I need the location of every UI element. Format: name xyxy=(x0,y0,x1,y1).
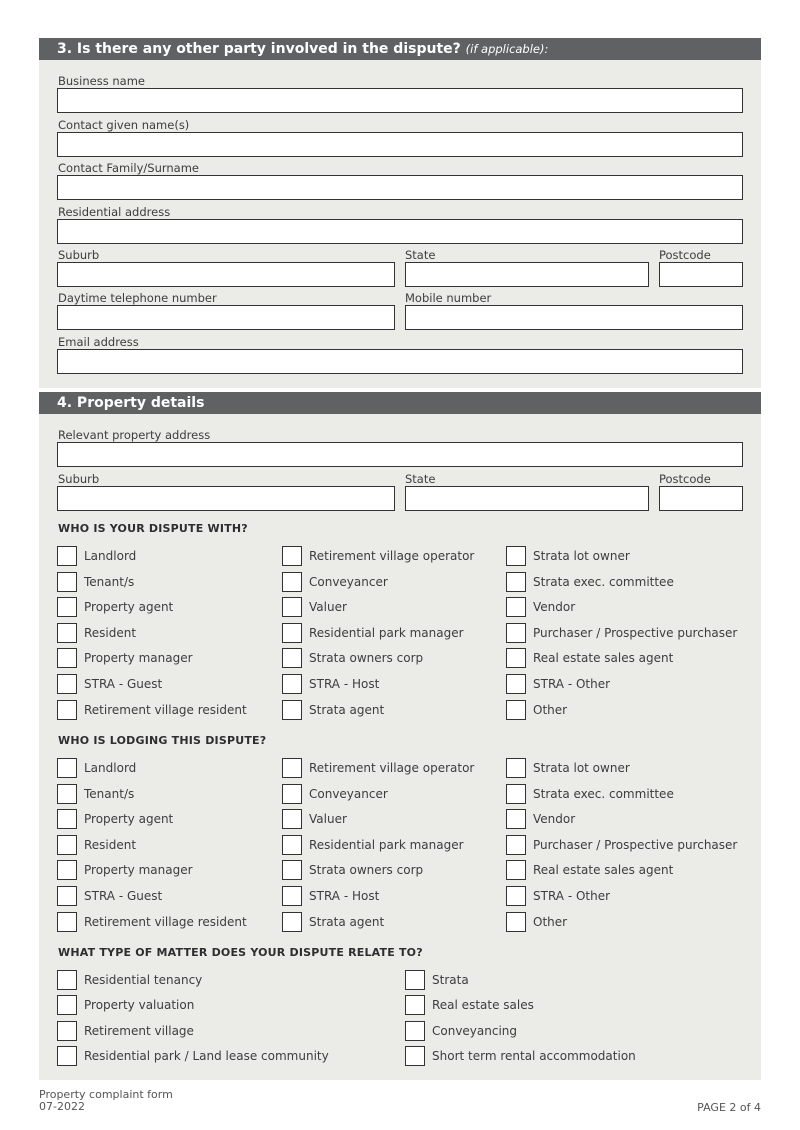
checkbox[interactable] xyxy=(282,912,302,932)
checkbox[interactable] xyxy=(57,758,77,778)
checkbox-label: Tenant/s xyxy=(84,574,135,589)
daytime-phone-field[interactable] xyxy=(57,305,395,330)
checkbox[interactable] xyxy=(57,572,77,592)
property-address-field[interactable] xyxy=(57,442,743,467)
checkbox[interactable] xyxy=(282,572,302,592)
business-name-label: Business name xyxy=(58,74,145,88)
checkbox-label: Conveyancer xyxy=(309,786,388,801)
checkbox-label: Conveyancing xyxy=(432,1023,518,1038)
residential-address-label: Residential address xyxy=(58,205,171,219)
checkbox-label: Strata lot owner xyxy=(533,549,630,563)
checkbox[interactable] xyxy=(506,648,526,668)
checkbox-label: Strata owners corp xyxy=(309,863,424,878)
checkbox[interactable] xyxy=(57,623,77,643)
checkbox[interactable] xyxy=(57,674,77,694)
checkbox[interactable] xyxy=(506,784,526,804)
checkbox-label: Retirement village resident xyxy=(84,702,247,717)
checkbox[interactable] xyxy=(282,648,302,668)
checkbox-label: Strata xyxy=(432,973,469,987)
matter-type-heading: WHAT TYPE OF MATTER DOES YOUR DISPUTE RELATE TO? xyxy=(58,946,423,959)
checkbox[interactable] xyxy=(506,835,526,855)
checkbox[interactable] xyxy=(57,597,77,617)
checkbox[interactable] xyxy=(282,784,302,804)
checkbox-label: STRA - Guest xyxy=(84,889,163,903)
checkbox-label: Purchaser / Prospective purchaser xyxy=(533,625,738,640)
property-address-label: Relevant property address xyxy=(58,428,211,442)
checkbox-label: Strata agent xyxy=(309,702,385,717)
checkbox[interactable] xyxy=(57,700,77,720)
checkbox[interactable] xyxy=(506,623,526,643)
checkbox[interactable] xyxy=(405,1021,425,1041)
checkbox[interactable] xyxy=(282,886,302,906)
section-3-header xyxy=(39,38,761,60)
checkbox-label: Residential tenancy xyxy=(84,973,203,987)
checkbox[interactable] xyxy=(506,572,526,592)
checkbox-label: Valuer xyxy=(309,600,347,615)
checkbox[interactable] xyxy=(506,700,526,720)
checkbox[interactable] xyxy=(282,623,302,643)
checkbox-label: Other xyxy=(533,914,568,929)
suburb-label: Suburb xyxy=(58,248,100,262)
checkbox[interactable] xyxy=(506,674,526,694)
checkbox-label: Retirement village xyxy=(84,1023,194,1038)
footer-form-info xyxy=(39,1089,173,1113)
checkbox-label: Property valuation xyxy=(84,998,195,1013)
dispute-with-heading: WHO IS YOUR DISPUTE WITH? xyxy=(58,522,248,535)
checkbox[interactable] xyxy=(57,995,77,1015)
checkbox-label: Residential park / Land lease community xyxy=(84,1049,329,1064)
checkbox-label: Retirement village resident xyxy=(84,914,247,929)
checkbox-label: Property agent xyxy=(84,600,174,615)
checkbox[interactable] xyxy=(282,758,302,778)
checkbox[interactable] xyxy=(506,860,526,880)
mobile-label: Mobile number xyxy=(405,291,492,305)
checkbox[interactable] xyxy=(282,546,302,566)
checkbox[interactable] xyxy=(282,674,302,694)
checkbox[interactable] xyxy=(57,912,77,932)
residential-address-field[interactable] xyxy=(57,219,743,244)
checkbox-label: Vendor xyxy=(533,600,576,615)
checkbox-label: Landlord xyxy=(84,761,137,775)
checkbox-label: Real estate sales agent xyxy=(533,863,674,878)
checkbox-label: Real estate sales agent xyxy=(533,651,674,666)
checkbox-label: Resident xyxy=(84,837,137,852)
property-suburb-field[interactable] xyxy=(57,486,395,511)
checkbox[interactable] xyxy=(57,546,77,566)
checkbox[interactable] xyxy=(57,970,77,990)
checkbox-label: Strata lot owner xyxy=(533,761,630,775)
checkbox-label: STRA - Guest xyxy=(84,677,163,691)
checkbox-label: Strata agent xyxy=(309,914,385,929)
daytime-phone-label: Daytime telephone number xyxy=(58,291,217,305)
checkbox[interactable] xyxy=(57,835,77,855)
checkbox-label: Retirement village operator xyxy=(309,761,475,775)
checkbox[interactable] xyxy=(57,809,77,829)
checkbox[interactable] xyxy=(57,860,77,880)
state-field[interactable] xyxy=(405,262,649,287)
checkbox[interactable] xyxy=(57,1046,77,1066)
checkbox[interactable] xyxy=(57,1021,77,1041)
checkbox[interactable] xyxy=(282,700,302,720)
surname-field[interactable] xyxy=(57,175,743,200)
checkbox-label: Landlord xyxy=(84,549,137,563)
checkbox[interactable] xyxy=(506,546,526,566)
checkbox[interactable] xyxy=(506,809,526,829)
checkbox[interactable] xyxy=(57,886,77,906)
checkbox[interactable] xyxy=(282,860,302,880)
checkbox-label: STRA - Host xyxy=(309,889,380,903)
given-names-label: Contact given name(s) xyxy=(58,118,190,132)
postcode-label: Postcode xyxy=(659,248,711,262)
checkbox[interactable] xyxy=(506,912,526,932)
footer-page-number: PAGE 2 of 4 xyxy=(697,1101,761,1114)
checkbox[interactable] xyxy=(506,597,526,617)
checkbox[interactable] xyxy=(57,648,77,668)
property-state-label: State xyxy=(405,472,436,486)
checkbox[interactable] xyxy=(405,995,425,1015)
checkbox-label: Strata exec. committee xyxy=(533,574,674,589)
mobile-field[interactable] xyxy=(405,305,743,330)
checkbox-label: Property agent xyxy=(84,812,174,827)
checkbox-label: Short term rental accommodation xyxy=(432,1049,636,1064)
property-state-field[interactable] xyxy=(405,486,649,511)
checkbox-label: STRA - Host xyxy=(309,677,380,691)
checkbox[interactable] xyxy=(57,784,77,804)
surname-label: Contact Family/Surname xyxy=(58,161,200,175)
section-4-title: 4. Property details xyxy=(57,395,205,411)
checkbox-label: Retirement village operator xyxy=(309,549,475,563)
checkbox-label: STRA - Other xyxy=(533,677,611,691)
section-4-header xyxy=(39,392,761,414)
property-postcode-label: Postcode xyxy=(659,472,711,486)
checkbox[interactable] xyxy=(282,835,302,855)
given-names-field[interactable] xyxy=(57,132,743,157)
email-field[interactable] xyxy=(57,349,743,374)
checkbox[interactable] xyxy=(282,809,302,829)
email-label: Email address xyxy=(58,335,139,349)
footer-date: 07-2022 xyxy=(39,1100,85,1113)
lodging-heading: WHO IS LODGING THIS DISPUTE? xyxy=(58,734,267,747)
section-3-title: 3. Is there any other party involved in the dispute? xyxy=(57,41,461,57)
checkbox-label: Vendor xyxy=(533,812,576,827)
checkbox-label: Strata exec. committee xyxy=(533,786,674,801)
section-3-hint: (if applicable): xyxy=(465,42,549,56)
footer-form-name: Property complaint form xyxy=(39,1088,173,1101)
checkbox-label: Resident xyxy=(84,625,137,640)
checkbox-label: Strata owners corp xyxy=(309,651,424,666)
checkbox-label: Conveyancer xyxy=(309,574,388,589)
property-postcode-field[interactable] xyxy=(659,486,743,511)
checkbox[interactable] xyxy=(282,597,302,617)
checkbox-label: Real estate sales xyxy=(432,998,534,1013)
checkbox-label: STRA - Other xyxy=(533,889,611,903)
state-label: State xyxy=(405,248,436,262)
business-name-field[interactable] xyxy=(57,88,743,113)
checkbox-label: Residential park manager xyxy=(309,625,464,640)
property-suburb-label: Suburb xyxy=(58,472,100,486)
checkbox-label: Residential park manager xyxy=(309,837,464,852)
postcode-field[interactable] xyxy=(659,262,743,287)
checkbox-label: Purchaser / Prospective purchaser xyxy=(533,837,738,852)
checkbox-label: Property manager xyxy=(84,651,193,666)
checkbox-label: Tenant/s xyxy=(84,786,135,801)
checkbox[interactable] xyxy=(506,758,526,778)
checkbox[interactable] xyxy=(506,886,526,906)
checkbox-label: Valuer xyxy=(309,812,347,827)
checkbox-label: Property manager xyxy=(84,863,193,878)
suburb-field[interactable] xyxy=(57,262,395,287)
checkbox-label: Other xyxy=(533,702,568,717)
checkbox[interactable] xyxy=(405,1046,425,1066)
checkbox[interactable] xyxy=(405,970,425,990)
